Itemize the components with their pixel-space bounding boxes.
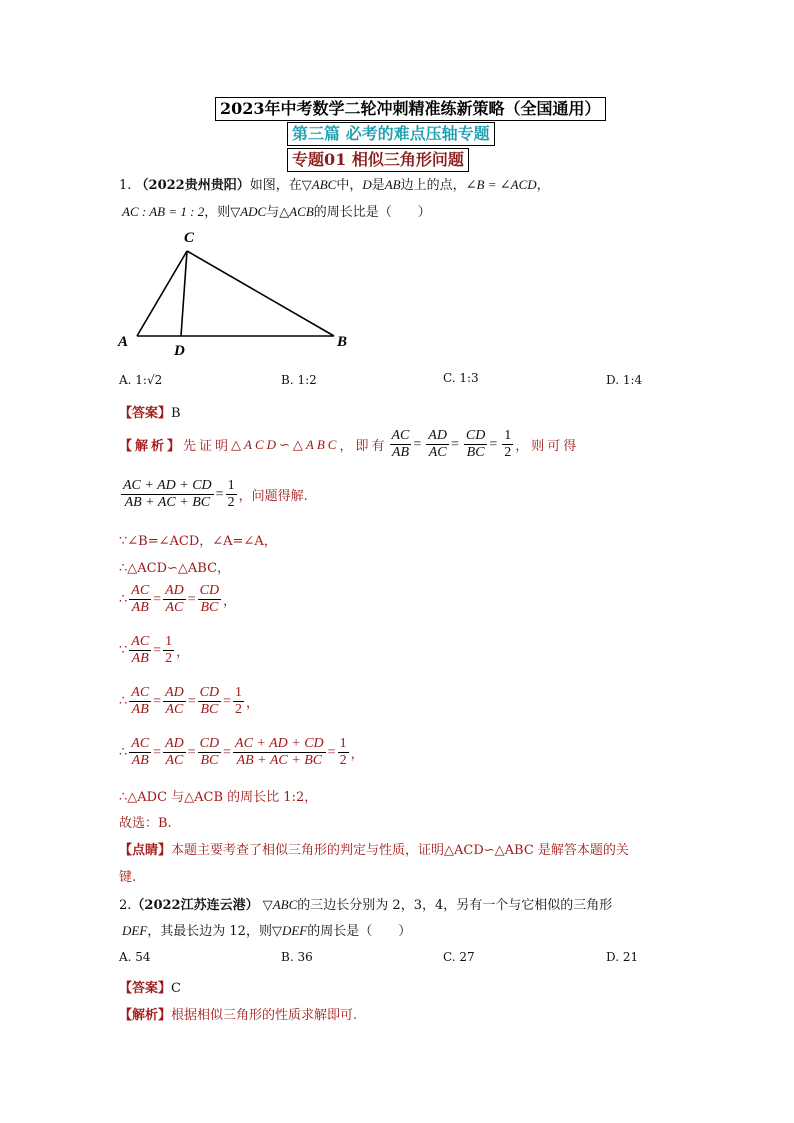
topic-title: 专题01 相似三角形问题 — [287, 148, 469, 172]
q1-option-b: B. 1:2 — [281, 373, 317, 387]
doc-title: 2023年中考数学二轮冲刺精准练新策略（全国通用） — [215, 97, 606, 121]
label-c: C — [184, 230, 195, 246]
q1-step4: ∵ $\frac{AC}{AB}$ = $\frac{1}{2}$ ， — [119, 634, 190, 666]
segment-ac — [137, 251, 187, 336]
label-a: A — [118, 334, 129, 350]
q2-option-d: D. 21 — [606, 950, 639, 964]
q1-analysis-cont: $\frac{AC + AD + CD}{AB + AC + BC}$ = $\frac{1}{2}$ ，问题得解. — [123, 478, 308, 510]
triangle-figure — [110, 225, 360, 360]
segment-cb — [187, 251, 334, 336]
q1-option-a: A. 1:√2 — [119, 373, 163, 387]
q2-option-a: A. 54 — [119, 950, 151, 964]
segment-cd — [181, 251, 187, 336]
q2-option-c: C. 27 — [443, 950, 475, 964]
part-title: 第三篇 必考的难点压轴专题 — [287, 122, 495, 146]
q1-option-d: D. 1:4 — [606, 373, 643, 387]
q1-stem-line2: AC : AB = 1 : 2，则▽ADC与△ACB的周长比是（ ） — [122, 204, 431, 220]
q1-step3: ∴ $\frac{AC}{AB}$ = $\frac{AD}{AC}$ = $\frac{CD}{BC}$ ， — [119, 583, 237, 615]
q1-step7: ∴△ADC 与△ACB 的周长比 1:2， — [119, 790, 318, 805]
q1-comment: 【点睛】本题主要考查了相似三角形的判定与性质，证明△ACD∽△ABC 是解答本题的关 — [119, 843, 629, 858]
q2-stem-line1: 2.（2022江苏连云港） ▽ABC的三边长分别为 2，3，4，另有一个与它相似的三角形 — [119, 897, 613, 913]
q2-answer: 【答案】C — [119, 981, 181, 996]
q1-analysis: 【解析】 先证明 △ACD∽△ABC ，即有 $\frac{AC}{AB}$ = $\frac{AD}{AC}$ = $\frac{CD}{BC}$ = $\frac{1}{2}$ ，则可得 — [119, 428, 580, 460]
q2-option-b: B. 36 — [281, 950, 313, 964]
q1-step5: ∴ $\frac{AC}{AB}$ = $\frac{AD}{AC}$ = $\frac{CD}{BC}$ = $\frac{1}{2}$ ， — [119, 685, 260, 717]
q2-stem-line2: DEF，其最长边为 12，则▽DEF的周长是（ ） — [122, 923, 412, 939]
label-b: B — [337, 334, 348, 350]
q1-step2: ∴△ACD∽△ABC， — [119, 561, 231, 576]
q1-stem-line1: 1. （2022贵州贵阳）如图，在▽ABC中，D是AB边上的点，∠B = ∠ACD， — [119, 177, 550, 193]
q1-option-c: C. 1:3 — [443, 371, 479, 385]
q2-analysis: 【解析】根据相似三角形的性质求解即可. — [119, 1008, 358, 1023]
q1-comment-cont: 键. — [119, 870, 137, 885]
q1-step6: ∴ $\frac{AC}{AB}$ = $\frac{AD}{AC}$ = $\frac{CD}{BC}$ = $\frac{AC + AD + CD}{AB + AC + BC}$ = $\frac{1}{2}$ ， — [119, 736, 364, 768]
q1-step1: ∵∠B=∠ACD，∠A=∠A， — [119, 534, 277, 549]
q1-answer: 【答案】B — [119, 406, 181, 421]
label-d: D — [174, 343, 185, 359]
q1-step8: 故选：B. — [119, 816, 172, 831]
